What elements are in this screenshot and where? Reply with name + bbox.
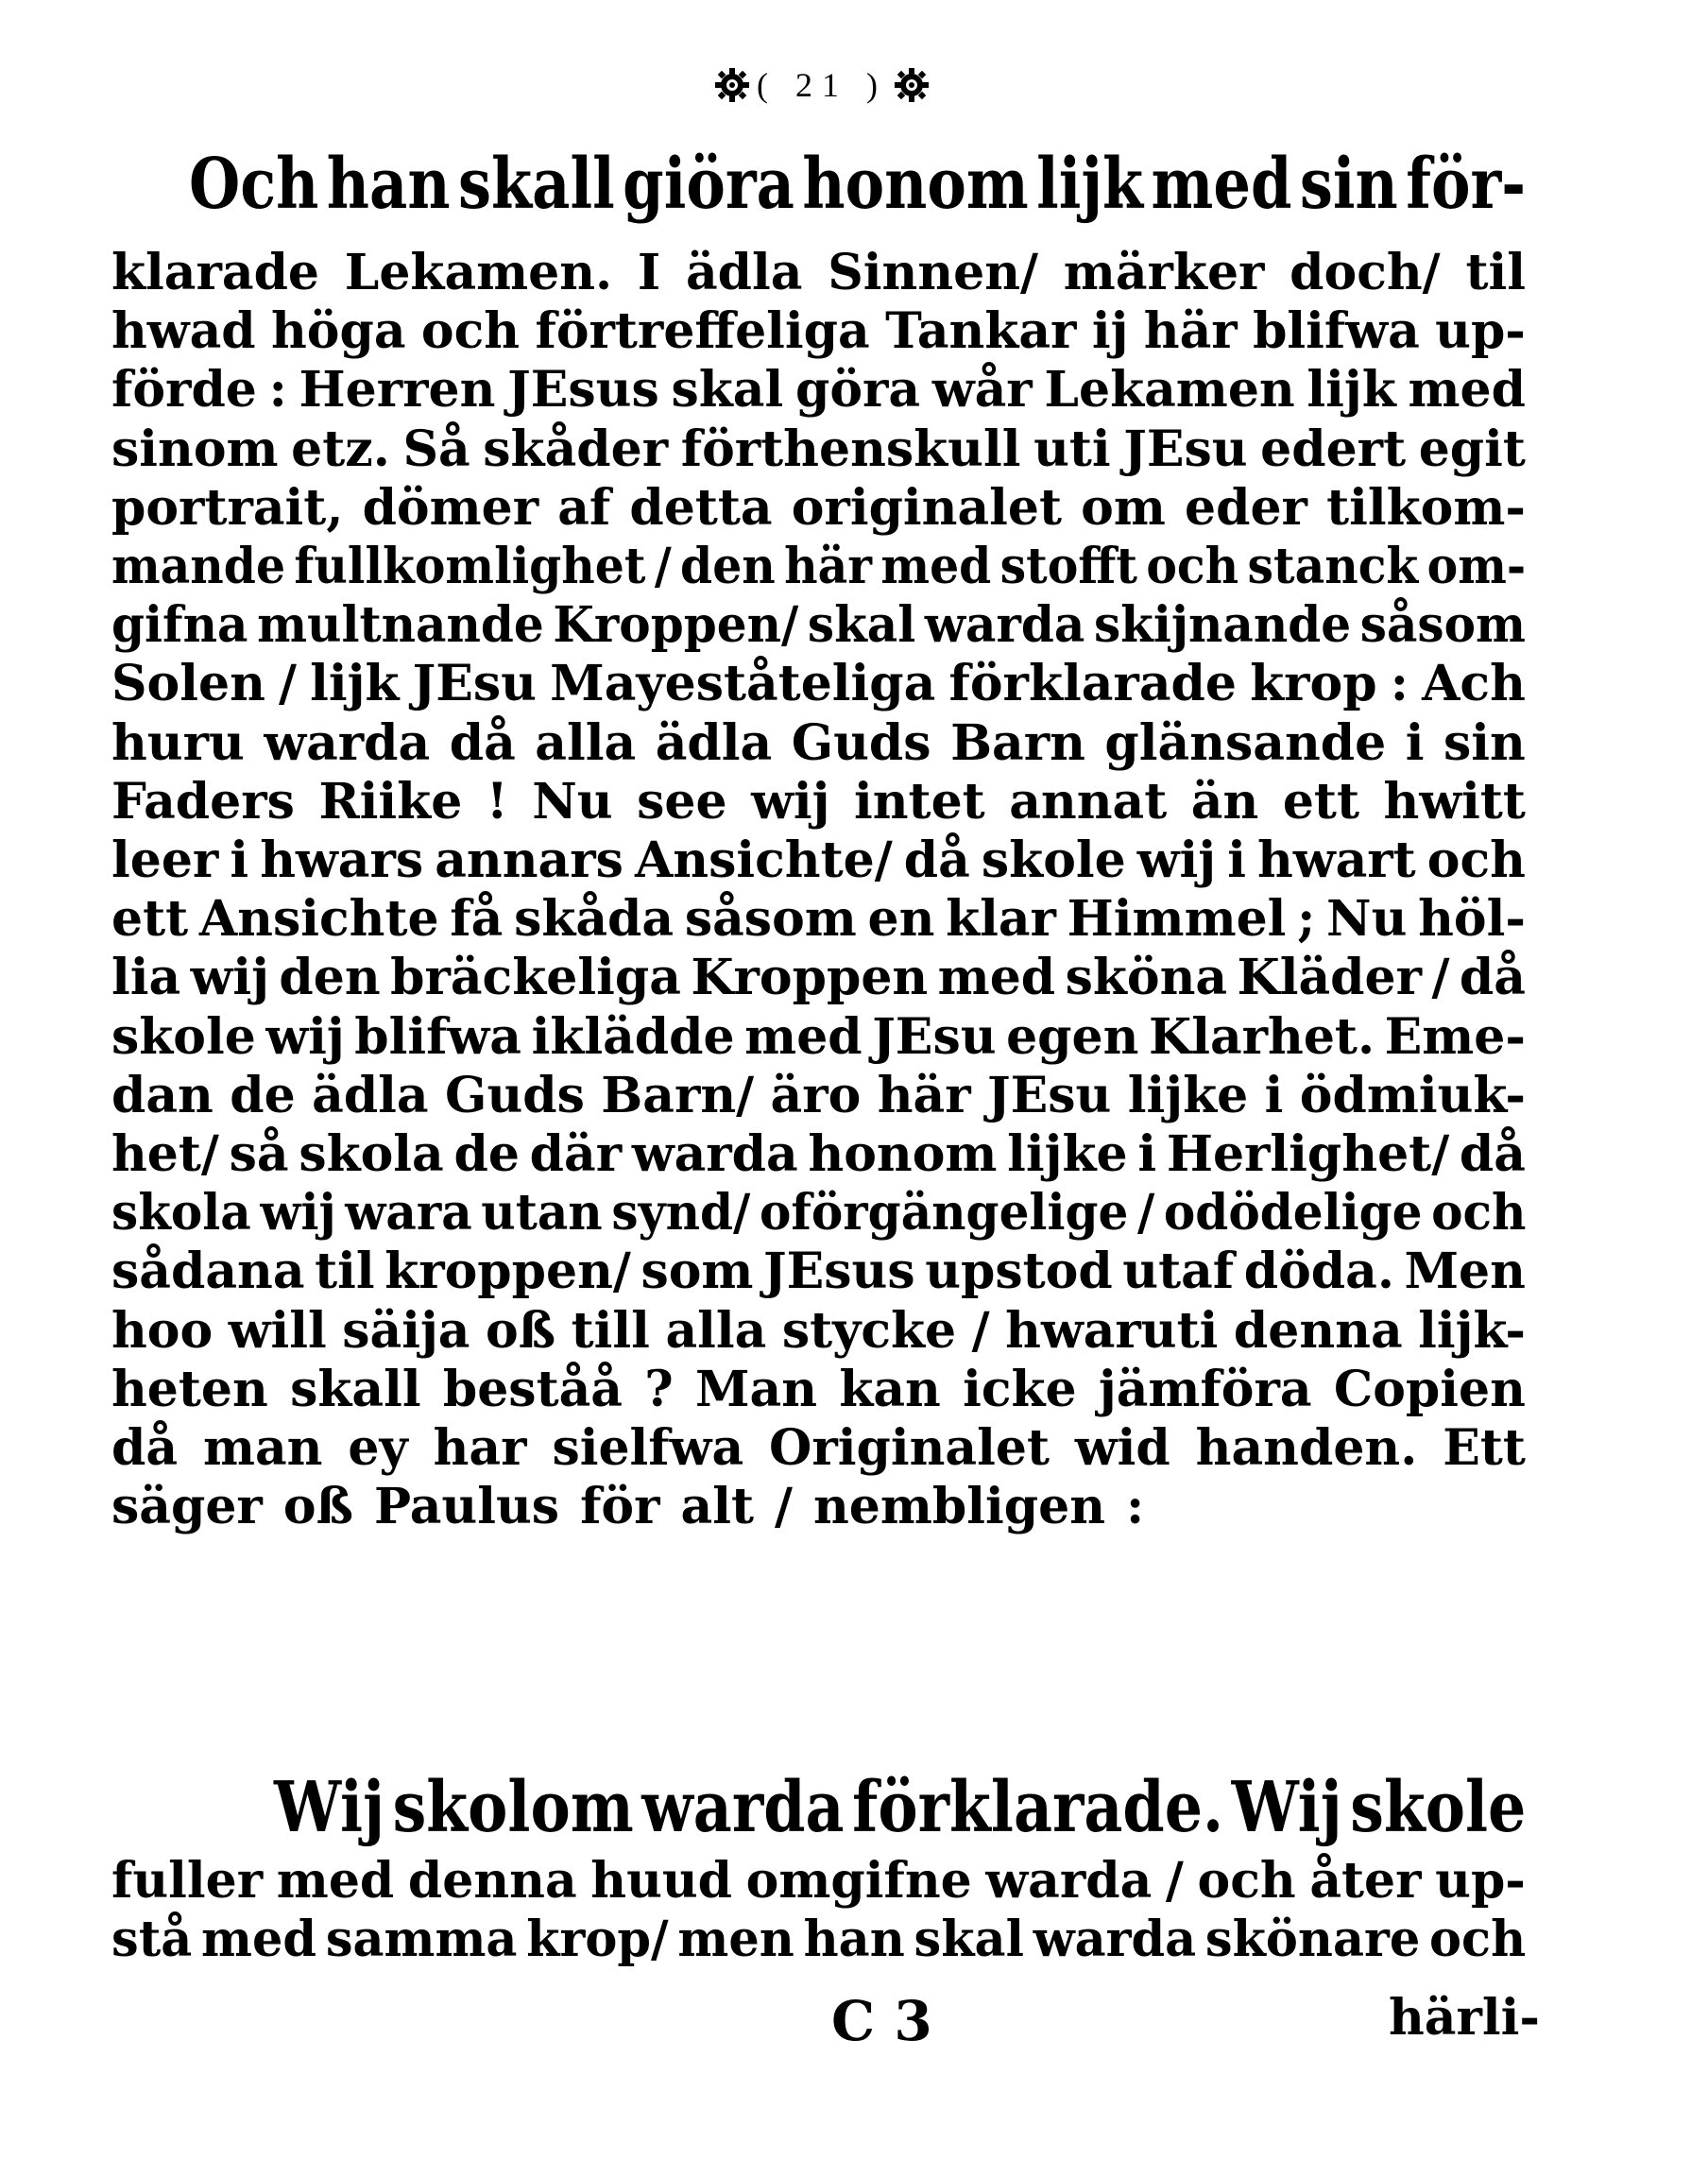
word: Tankar [885, 302, 1077, 361]
word: portrait, [111, 478, 344, 537]
word: egen [1006, 1007, 1139, 1066]
word: där [529, 1125, 623, 1183]
word: i [230, 831, 249, 889]
word: Och [189, 144, 319, 225]
word: Guds [791, 713, 931, 772]
word: : [1126, 1478, 1145, 1536]
text-line [111, 773, 1526, 831]
word: wij [190, 949, 269, 1007]
text-line [111, 538, 1526, 596]
word: krop/ [526, 1911, 669, 1969]
word: kroppen/ [384, 1243, 631, 1301]
word: Mayeståteliga [550, 655, 936, 713]
word: originalet [791, 478, 1063, 537]
word: i [1264, 1066, 1284, 1124]
text-line [111, 714, 1526, 773]
word: wij [751, 772, 830, 831]
word: i [1227, 831, 1246, 889]
word: JEsu [872, 1007, 997, 1066]
word: hoo [111, 1301, 214, 1360]
word: leer [111, 831, 219, 889]
word: detta [629, 478, 773, 537]
word: här [784, 538, 873, 595]
word: sielfwa [552, 1419, 744, 1477]
text-line [111, 361, 1526, 420]
word: skijnande [1093, 596, 1352, 655]
word: honom [808, 1125, 998, 1183]
word: wij [260, 1184, 336, 1243]
word: han [326, 144, 451, 225]
word: klarade [111, 244, 320, 301]
word: de [453, 1125, 520, 1183]
text-line [111, 1302, 1526, 1361]
word: Paulus [374, 1478, 560, 1536]
word: dömer [362, 478, 539, 537]
word: i [1137, 1125, 1157, 1183]
word: wår [931, 361, 1033, 420]
word: då [1459, 1125, 1526, 1183]
word: intet [853, 772, 985, 831]
word: då [111, 1419, 179, 1477]
word: förthenskull [680, 420, 1021, 478]
word: för- [1406, 144, 1527, 225]
word: sådana [111, 1243, 305, 1301]
word: då [449, 713, 516, 772]
word: ? [644, 1360, 674, 1418]
word: ett [1282, 772, 1359, 831]
text-line [111, 244, 1526, 302]
word: ; [1297, 890, 1316, 949]
word: up- [1435, 1852, 1526, 1910]
word: egit [1418, 420, 1526, 478]
word: lijk [1036, 144, 1144, 225]
word: oß [485, 1301, 556, 1360]
word: hwars [260, 831, 424, 889]
word: het/ [111, 1125, 219, 1183]
word: JEsus [763, 1243, 915, 1301]
text-line [111, 1243, 1526, 1301]
word: will [228, 1301, 327, 1360]
word: ödmiuk- [1299, 1066, 1526, 1124]
word: jämföra [1098, 1360, 1312, 1418]
text-line [111, 1067, 1526, 1125]
word: och [1426, 831, 1526, 889]
text-line [111, 596, 1526, 655]
word: Lekamen [1044, 361, 1295, 420]
word: Barn [950, 713, 1085, 772]
word: wid [1074, 1419, 1170, 1477]
word: skall [458, 144, 615, 225]
word: blifwa [1253, 302, 1420, 361]
page-header [699, 59, 945, 111]
word: Kroppen/ [553, 596, 799, 655]
text-line [111, 1008, 1526, 1067]
text-line [111, 1852, 1526, 1911]
word: / [1165, 1852, 1184, 1910]
word: sinom [111, 420, 279, 478]
word: om [1081, 478, 1166, 537]
word: Så [402, 420, 470, 478]
word: Klarhet. [1149, 1007, 1375, 1066]
word: fullkomlighet [294, 538, 646, 595]
word: märker [1063, 244, 1265, 301]
word: än [1190, 772, 1259, 831]
word: icke [963, 1360, 1077, 1418]
word: sköna [1065, 949, 1228, 1007]
word: Ach [1422, 655, 1526, 713]
word: giöra [623, 144, 794, 225]
word: stycke [781, 1301, 957, 1360]
word: warda [924, 596, 1085, 655]
word: wij [1136, 831, 1217, 889]
word: och [1197, 1852, 1296, 1910]
word: Kläder [1237, 949, 1422, 1007]
word: ädla [655, 713, 773, 772]
word: Nu [532, 772, 613, 831]
word: Herlighet/ [1166, 1125, 1450, 1183]
word: då [903, 831, 970, 889]
word: krop [1250, 655, 1377, 713]
word: skal [671, 361, 784, 420]
word: stå [111, 1911, 193, 1969]
word: honom [802, 144, 1029, 225]
word: ett [111, 890, 189, 949]
word: warda [1033, 1911, 1197, 1969]
word: samma [325, 1911, 518, 1969]
word: utan [481, 1184, 603, 1243]
signature-mark: C 3 [831, 1989, 932, 2053]
word: Nu [1326, 890, 1408, 949]
word: höl- [1418, 890, 1526, 949]
word: Faders [111, 772, 295, 831]
word: Solen [111, 655, 265, 713]
text-line [111, 1361, 1526, 1419]
word: ey [348, 1419, 408, 1477]
word: annat [1009, 772, 1168, 831]
word: doch/ [1290, 244, 1441, 301]
text-line [111, 1419, 1526, 1478]
emphasis-line [189, 142, 1526, 227]
word: up- [1435, 302, 1526, 361]
word: om- [1426, 538, 1527, 595]
word: JEsu [412, 655, 537, 713]
word: warda [631, 1125, 798, 1183]
text-line [111, 1911, 1526, 1969]
word: synd/ [611, 1184, 751, 1243]
word: lijk [1307, 361, 1396, 420]
text-line [111, 1125, 1526, 1184]
word: Originalet [769, 1419, 1050, 1477]
word: heten [111, 1360, 268, 1418]
word: här [877, 1066, 971, 1124]
word: äro [770, 1066, 862, 1124]
word: skal [807, 596, 916, 655]
word: men [677, 1911, 794, 1969]
word: hwart [1257, 831, 1416, 889]
word: see [637, 772, 727, 831]
word: till [571, 1301, 650, 1360]
word: har [433, 1419, 527, 1477]
word: lijk- [1418, 1301, 1526, 1360]
word: med [1151, 144, 1292, 225]
text-line [111, 1184, 1526, 1243]
word: skola [299, 1125, 444, 1183]
word: skönare [1204, 1911, 1421, 1969]
word: göra [794, 361, 921, 420]
word: kan [839, 1360, 941, 1418]
text-line [111, 302, 1526, 361]
word: ij [1091, 302, 1129, 361]
text-line [111, 890, 1526, 949]
word: med [744, 1007, 863, 1066]
word: JEsus [507, 361, 659, 420]
word: skole [981, 831, 1126, 889]
word: som [640, 1243, 754, 1301]
word: Man [694, 1360, 818, 1418]
word: blifwa [354, 1007, 521, 1066]
word: / [1136, 1184, 1155, 1243]
word: warda [641, 1767, 845, 1848]
word: och [1146, 538, 1239, 595]
word: han [803, 1911, 905, 1969]
word: ädla [312, 1066, 429, 1124]
word: fuller [111, 1852, 264, 1910]
word: hwad [111, 302, 256, 361]
word: Herren [299, 361, 496, 420]
word: / [774, 1478, 793, 1536]
word: stofft [999, 538, 1137, 595]
word: lijke [1007, 1125, 1128, 1183]
word: säger [111, 1478, 263, 1536]
word: få [450, 890, 504, 949]
word: och [420, 302, 521, 361]
word: handen. [1195, 1419, 1418, 1477]
word: glänsande [1104, 713, 1387, 772]
flower-ornament-icon [893, 66, 931, 104]
text-line [111, 420, 1526, 479]
word: denna [407, 1852, 577, 1910]
word: Riike [318, 772, 463, 831]
word: sin [1299, 144, 1398, 225]
word: skole [111, 1007, 256, 1066]
word: etz. [291, 420, 390, 478]
word: Ansichte [198, 890, 439, 949]
word: / [971, 1301, 990, 1360]
word: den [279, 949, 381, 1007]
word: såsom [684, 890, 857, 949]
text-line [111, 1478, 1526, 1536]
word: förde [111, 361, 257, 420]
word: wara [345, 1184, 472, 1243]
page-number: ( 21 ) [757, 66, 887, 104]
word: tilkom- [1326, 478, 1526, 537]
word: beståå [442, 1360, 623, 1418]
word: / [1431, 949, 1450, 1007]
word: lijke [1127, 1066, 1249, 1124]
word: Lekamen. [344, 244, 613, 301]
word: förklarade. [852, 1767, 1224, 1848]
emphasis-line [274, 1765, 1526, 1850]
word: skåder [483, 420, 669, 478]
text-line [111, 949, 1526, 1007]
word: Ett [1443, 1419, 1526, 1477]
word: wij [265, 1007, 345, 1066]
word: uti [1033, 420, 1111, 478]
word: så [229, 1125, 289, 1183]
text-line [111, 655, 1526, 713]
catchword: härli- [1389, 1989, 1540, 2047]
word: eder [1185, 478, 1307, 537]
word: JEsu [987, 1066, 1112, 1124]
word: odödelige [1163, 1184, 1423, 1243]
word: alt [680, 1478, 754, 1536]
word: warda [985, 1852, 1153, 1910]
word: upstod [925, 1243, 1113, 1301]
word: alla [535, 713, 637, 772]
word: Wij [274, 1767, 385, 1848]
word: / [279, 655, 298, 713]
word: multnande [257, 596, 544, 655]
word: med [1408, 361, 1526, 420]
word: skole [1350, 1767, 1527, 1848]
word: af [557, 478, 611, 537]
word: Eme- [1384, 1007, 1526, 1066]
word: lijk [310, 655, 400, 713]
word: edert [1260, 420, 1407, 478]
word: utaf [1122, 1243, 1235, 1301]
word: oß [282, 1478, 354, 1536]
word: åter [1309, 1852, 1422, 1910]
word: säija [342, 1301, 470, 1360]
word: och [1431, 1184, 1527, 1243]
word: iklädde [531, 1007, 735, 1066]
word: lia [111, 949, 181, 1007]
word: skåda [514, 890, 675, 949]
word: I [637, 244, 661, 301]
word: Copien [1333, 1360, 1526, 1418]
word: skola [111, 1184, 251, 1243]
word: Kroppen [691, 949, 929, 1007]
word: förtreffeliga [535, 302, 870, 361]
text-line [111, 831, 1526, 890]
word: ädla [685, 244, 803, 301]
word: nembligen [812, 1478, 1106, 1536]
word: Wij [1231, 1767, 1342, 1848]
text-line [111, 479, 1526, 538]
word: alla [665, 1301, 767, 1360]
word: / [654, 538, 672, 595]
word: oförgängelige [759, 1184, 1129, 1243]
word: warda [264, 713, 431, 772]
word: : [1390, 655, 1409, 713]
word: omgifne [745, 1852, 972, 1910]
word: med [201, 1911, 317, 1969]
word: och [1429, 1911, 1527, 1969]
word: skolom [392, 1767, 634, 1848]
word: gifna [111, 596, 248, 655]
word: Himmel [1067, 890, 1287, 949]
word: annars [435, 831, 623, 889]
word: Guds [445, 1066, 585, 1124]
word: en [867, 890, 935, 949]
word: hwitt [1383, 772, 1526, 831]
word: för [580, 1478, 660, 1536]
word: dan [111, 1066, 214, 1124]
word: med [880, 538, 992, 595]
word: bräckeliga [390, 949, 681, 1007]
word: höga [271, 302, 406, 361]
word: döda. [1243, 1243, 1394, 1301]
word: hwaruti [1005, 1301, 1219, 1360]
word: Men [1404, 1243, 1526, 1301]
word: til [315, 1243, 375, 1301]
word: med [937, 949, 1056, 1007]
word: Sinnen/ [828, 244, 1039, 301]
word: huud [590, 1852, 733, 1910]
word: då [1459, 949, 1526, 1007]
word: skall [290, 1360, 421, 1418]
word: här [1143, 302, 1238, 361]
word: förklarade [948, 655, 1237, 713]
word: med [276, 1852, 395, 1910]
word: man [202, 1419, 323, 1477]
word: Ansichte/ [634, 831, 893, 889]
word: JEsu [1123, 420, 1248, 478]
word: til [1465, 244, 1526, 301]
word: skal [914, 1911, 1024, 1969]
word: denna [1233, 1301, 1403, 1360]
word: klar [946, 890, 1056, 949]
word: såsom [1359, 596, 1526, 655]
word: Barn/ [601, 1066, 755, 1124]
word: sin [1443, 713, 1526, 772]
word: mande [111, 538, 286, 595]
word: stanck [1247, 538, 1419, 595]
word: : [268, 361, 287, 420]
word: de [230, 1066, 296, 1124]
word: ! [486, 772, 508, 831]
flower-ornament-icon [713, 66, 751, 104]
word: huru [111, 713, 245, 772]
word: i [1405, 713, 1425, 772]
word: den [680, 538, 776, 595]
